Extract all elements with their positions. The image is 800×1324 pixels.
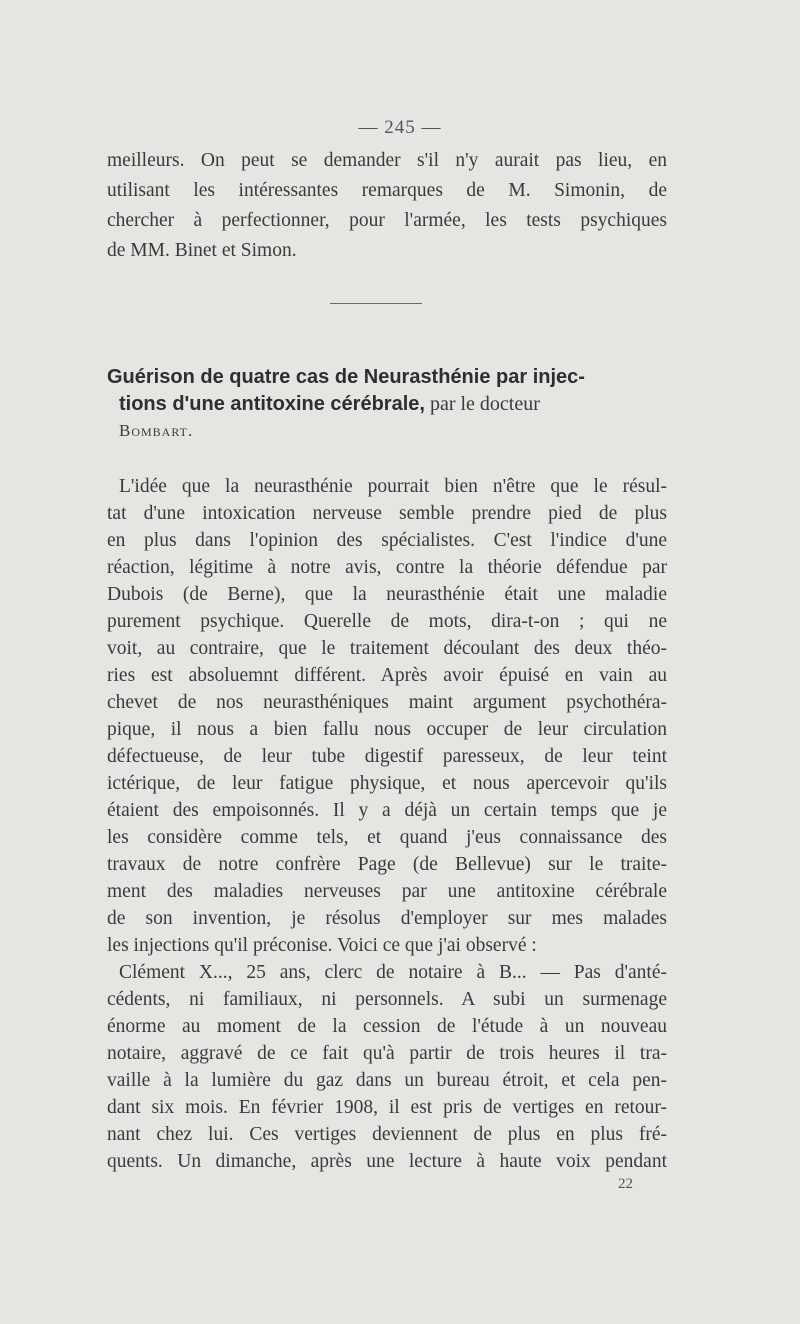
body-line: réaction, légitime à notre avis, contre la théorie défendue par [107,557,667,578]
body-line: défectueuse, de leur tube digestif paresseux, de leur teint [107,746,667,767]
body-line: travaux de notre confrère Page (de Bellevue) sur le traite- [107,854,667,875]
article-author: Bombart. [119,421,194,440]
body-line: notaire, aggravé de ce fait qu'à partir de trois heures il tra- [107,1043,667,1064]
body-line: vaille à la lumière du gaz dans un bureau étroit, et cela pen- [107,1070,667,1091]
body-line: tat d'une intoxication nerveuse semble prendre pied de plus [107,503,667,524]
body-line: Dubois (de Berne), que la neurasthénie était une maladie [107,584,667,605]
body-line: étaient des empoisonnés. Il y a déjà un certain temps que je [107,800,667,821]
article-title-line-2 [119,391,681,417]
page-number: — 245 — [358,117,442,138]
body-line: les injections qu'il préconise. Voici ce que j'ai observé : [107,935,537,956]
body-line: ictérique, de leur fatigue physique, et nous apercevoir qu'ils [107,773,667,794]
body-line: les considère comme tels, et quand j'eus connaissance des [107,827,667,848]
body-line: ries est absoluemnt différent. Après avoir épuisé en vain au [107,665,667,686]
body-line: nant chez lui. Ces vertiges deviennent de plus en plus fré- [107,1124,667,1145]
body-line: dant six mois. En février 1908, il est pris de vertiges en retour- [107,1097,667,1118]
section-divider [330,303,422,304]
article-title-byline: par le docteur [424,393,540,415]
intro-line-1: meilleurs. On peut se demander s'il n'y aurait pas lieu, en [107,150,667,171]
body-line: quents. Un dimanche, après une lecture à haute voix pendant [107,1151,667,1172]
intro-line-2: utilisant les intéressantes remarques de M. Simonin, de [107,180,667,201]
body-line: voit, au contraire, que le traitement découlant des deux théo- [107,638,667,659]
signature-mark: 22 [618,1176,633,1192]
body-line: pique, il nous a bien fallu nous occuper de leur circulation [107,719,667,740]
article-title-part-2: tions d'une antitoxine cérébrale, [119,393,425,415]
body-line: chevet de nos neurasthéniques maint argument psychothéra- [107,692,667,713]
intro-line-4: de MM. Binet et Simon. [107,240,297,261]
body-line: Clément X..., 25 ans, clerc de notaire à B... — Pas d'anté- [119,962,667,983]
body-line: ment des maladies nerveuses par une antitoxine cérébrale [107,881,667,902]
body-line: L'idée que la neurasthénie pourrait bien n'être que le résul- [119,476,667,497]
article-title-line-1 [107,364,682,390]
body-line: de son invention, je résolus d'employer sur mes malades [107,908,667,929]
body-line: purement psychique. Querelle de mots, dira-t-on ; qui ne [107,611,667,632]
body-line: cédents, ni familiaux, ni personnels. A subi un surmenage [107,989,667,1010]
body-line: énorme au moment de la cession de l'étude à un nouveau [107,1016,667,1037]
article-title-part-1: Guérison de quatre cas de Neurasthénie par injec- [107,366,585,388]
intro-line-3: chercher à perfectionner, pour l'armée, les tests psychiques [107,210,667,231]
body-line: en plus dans l'opinion des spécialistes. C'est l'indice d'une [107,530,667,551]
